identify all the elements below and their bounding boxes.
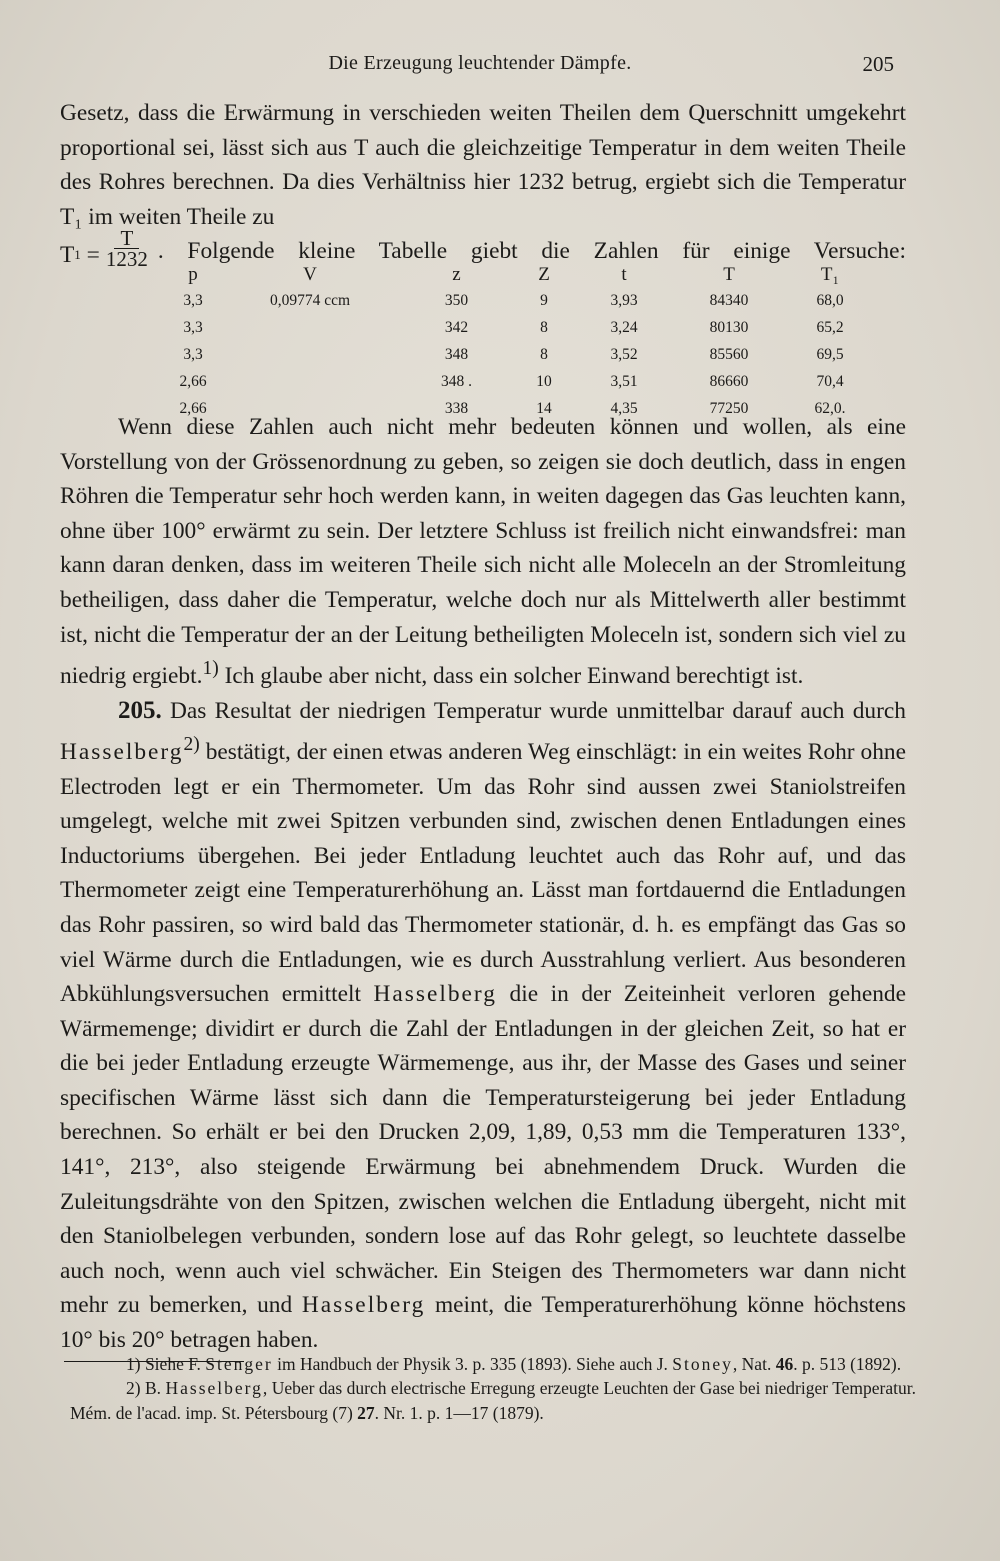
footnote-text: 1) Siehe F. xyxy=(126,1354,206,1374)
table-cell: 338 xyxy=(444,399,469,417)
table-cell: 342 xyxy=(444,319,469,337)
table-row xyxy=(170,368,871,395)
table-cell: 9 xyxy=(540,292,548,310)
formula xyxy=(60,226,154,275)
running-title: Die Erzeugung leuchtender Dämpfe. xyxy=(328,52,632,74)
table-cell: 3,51 xyxy=(610,372,638,390)
table-cell: 2,66 xyxy=(179,399,207,417)
table-cell: 14 xyxy=(536,399,552,417)
intro-paragraph xyxy=(60,96,906,274)
column-header: z xyxy=(452,264,461,285)
table-cell: 348 . xyxy=(441,372,472,390)
table-cell: 8 xyxy=(540,319,548,337)
body-text xyxy=(60,410,906,1358)
table-cell: 4,35 xyxy=(610,399,638,417)
table-cell: 86660 xyxy=(709,372,749,390)
table-cell: 348 xyxy=(444,345,469,363)
table-cell: 68,0 xyxy=(816,292,844,310)
table-cell: 70,4 xyxy=(816,372,844,390)
data-table xyxy=(170,262,871,422)
author-name: Stenger xyxy=(205,1354,273,1374)
table-cell: 3,3 xyxy=(183,319,203,337)
page-number: 205 xyxy=(862,52,894,76)
footnote-text: 2) B. xyxy=(126,1378,166,1399)
table-cell: 2,66 xyxy=(179,372,207,390)
table-cell: 3,3 xyxy=(183,292,203,310)
table-cell: 8 xyxy=(540,345,548,363)
footnote-text: , Ueber das durch electrische Erregung erzeugte Leuchten der Gase bei niedriger Temperatur. Mém. de l'acad. imp. St. Pétersbourg (7) xyxy=(70,1378,916,1423)
column-header: p xyxy=(188,264,198,285)
footnote-ref: 1) xyxy=(202,658,219,680)
table-cell xyxy=(216,342,404,369)
footnote-1 xyxy=(70,1352,916,1376)
table-cell: 65,2 xyxy=(816,319,844,337)
column-header: t xyxy=(621,264,627,285)
intro-text: Gesetz, dass die Erwärmung in verschieden weiten Theilen dem Querschnitt umgekehrt proportional sei, lässt sich aus T auch die gleichzeitige Temperatur in dem weiten Theile des Rohres berechnen. Da dies Verhältniss hier 1232 betrug, ergiebt sich die Temperatur T₁ im weiten Theile zu xyxy=(60,100,906,230)
fraction-numerator: T xyxy=(114,228,139,249)
footnote-text: . p. 513 (1892). xyxy=(793,1354,902,1374)
table-cell: 80130 xyxy=(709,319,749,337)
table-row xyxy=(170,288,871,315)
table-cell: 3,93 xyxy=(610,292,638,310)
formula-fraction xyxy=(105,226,148,272)
author-name: Hasselberg xyxy=(373,981,497,1008)
table-cell: 0,09774 ccm xyxy=(269,292,351,310)
running-head xyxy=(60,52,900,78)
formula-lhs-subscript: 1 xyxy=(74,246,81,262)
table-cell: 77250 xyxy=(709,399,749,417)
author-name: Stoney xyxy=(672,1354,733,1374)
volume-number: 46 xyxy=(775,1354,794,1374)
table-cell: 10 xyxy=(536,372,552,390)
table-cell: 3,52 xyxy=(610,345,638,363)
column-header: T₁ xyxy=(820,264,840,285)
column-header: T xyxy=(723,264,735,285)
footnote-ref: 2) xyxy=(183,734,200,756)
paragraph-text: Ich glaube aber nicht, dass ein solcher Einwand berechtigt ist. xyxy=(218,662,804,689)
author-name: Hasselberg xyxy=(165,1378,263,1399)
paragraph-text: Wenn diese Zahlen auch nicht mehr bedeuten können und wollen, als eine Vorstellung von der Grössenordnung zu geben, so zeigen sie doch deutlich, dass in engen Röhren die Temperatur sehr hoch werden kann, in weiten dagegen das Gas leuchten kann, ohne über 100° erwärmt zu sein. Der letztere Schluss ist freilich nicht einwandsfrei: man kann daran denken, dass im weiteren Theile sich nicht alle Moleceln an der Stromleitung betheiligen, dass daher die Temperatur, welche doch nur als Mittelwerth aller bestimmt ist, nicht die Temperatur der an der Leitung betheiligten Moleceln ist, sondern sich viel zu niedrig ergiebt. xyxy=(60,414,906,689)
paragraph-text: Das Resultat der niedrigen Temperatur wurde unmittelbar darauf auch durch xyxy=(161,697,906,724)
column-header: V xyxy=(303,264,317,285)
table-row xyxy=(170,342,871,369)
paragraph-text: meint, die Temperaturerhöhung könne höchstens 10° bis 20° betragen haben. xyxy=(60,1292,906,1354)
formula-lhs: T xyxy=(60,241,75,268)
author-name: Hasselberg xyxy=(60,738,184,765)
table-header-row xyxy=(170,262,871,288)
author-name: Hasselberg xyxy=(301,1292,426,1319)
table-cell: 69,5 xyxy=(816,345,844,363)
table-cell: 84340 xyxy=(709,292,749,310)
paragraph-text: bestätigt, der einen etwas anderen Weg einschlägt: in ein weites Rohr ohne Electroden legt er ein Thermometer. Um das Rohr sind aussen zwei Staniolstreifen umgelegt, welche mit zwei Spitzen verbunden sind, zwischen denen Entladungen eines Inductoriums übergehen. Bei jeder Entladung leuchtet auch das Rohr auf, und das Thermometer zeigt eine Temperaturerhöhung an. Lässt man fortdauernd die Entladungen das Rohr passiren, so wird bald das Thermometer stationär, d. h. es empfängt das Gas so viel Wärme durch die Entladungen, wie es durch Ausstrahlung verliert. Aus besonderen Abkühlungsversuchen ermittelt xyxy=(60,738,906,1008)
table-cell: 350 xyxy=(444,292,469,310)
formula-equals: = xyxy=(86,241,100,268)
footnote-text: , Nat. xyxy=(732,1354,776,1374)
fraction-denominator: 1232 xyxy=(105,247,148,272)
table-row xyxy=(170,315,871,342)
section-number: 205. xyxy=(118,696,162,724)
column-header: Z xyxy=(538,264,550,285)
paragraph xyxy=(60,410,906,694)
section-paragraph xyxy=(60,694,906,1358)
table-cell: 62,0. xyxy=(814,399,846,417)
footnote-text: . Nr. 1. p. 1—17 (1879). xyxy=(374,1402,544,1423)
table-cell: 3,24 xyxy=(610,319,638,337)
footnote-text: im Handbuch der Physik 3. p. 335 (1893). Siehe auch J. xyxy=(272,1354,673,1374)
table-cell xyxy=(216,315,404,342)
table-cell: 85560 xyxy=(709,345,749,363)
table-cell: 3,3 xyxy=(183,345,203,363)
formula-trailing-text: . Folgende kleine Tabelle giebt die Zahlen für einige Versuche: xyxy=(157,238,906,265)
table-cell xyxy=(216,368,404,395)
paragraph-text: die in der Zeiteinheit verloren gehende Wärmemenge; dividirt er durch die Zahl der Entladungen in der gleichen Zeit, so hat er die bei jeder Entladung erzeugte Wärmemenge, aus ihr, der Masse des Gases und seiner specifischen Wärme lässt sich dann die Temperatursteigerung bei jeder Entladung berechnen. So erhält er bei den Drucken 2,09, 1,89, 0,53 mm die Temperaturen 133°, 141°, 213°, also steigende Erwärmung bei abnehmendem Druck. Wurden die Zuleitungsdrähte von den Spitzen, zwischen welchen die Entladung übergeht, nicht mit den Staniolbelegen verbunden, sondern lose auf das Rohr gelegt, so leuchtete dasselbe auch noch, wenn auch viel schwächer. Ein Steigen des Thermometers war dann nicht mehr zu bemerken, und xyxy=(60,981,906,1319)
footnotes xyxy=(70,1352,916,1425)
footnote-2 xyxy=(70,1376,916,1425)
volume-number: 27 xyxy=(357,1402,375,1423)
